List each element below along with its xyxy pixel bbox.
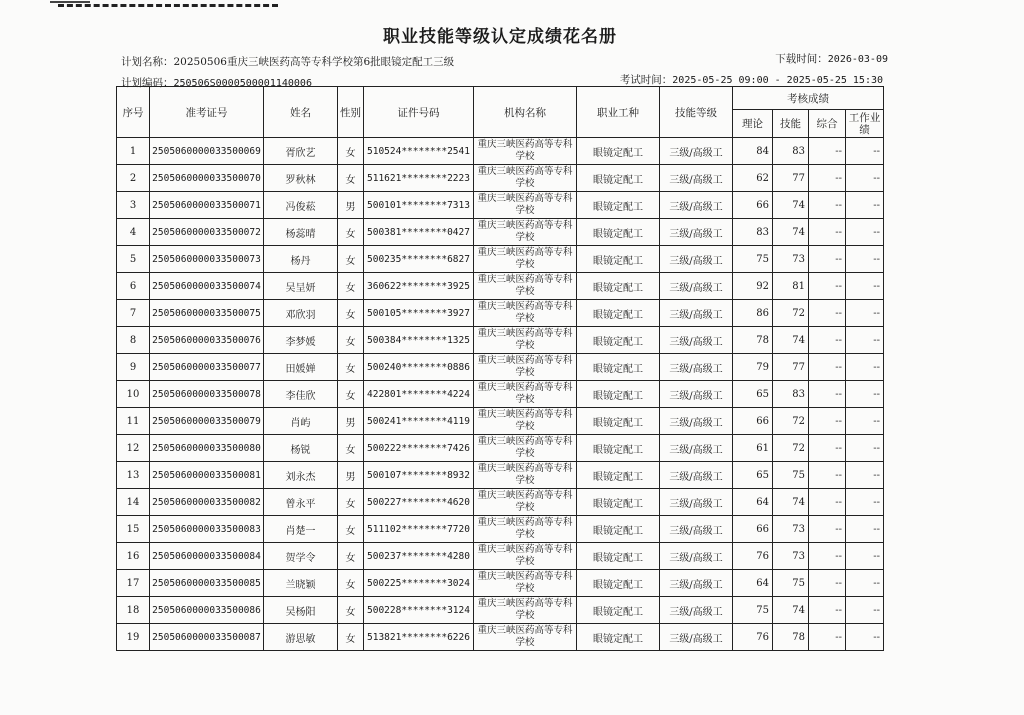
cell-skill: 75 bbox=[773, 570, 809, 597]
cell-gender: 女 bbox=[338, 138, 364, 165]
cell-theory: 84 bbox=[733, 138, 773, 165]
cell-id-no: 500384********1325 bbox=[364, 327, 474, 354]
cell-skill: 74 bbox=[773, 219, 809, 246]
cell-institution: 重庆三峡医药高等专科学校 bbox=[474, 165, 577, 192]
cell-overall: -- bbox=[809, 462, 846, 489]
cell-gender: 女 bbox=[338, 381, 364, 408]
cell-theory: 76 bbox=[733, 624, 773, 651]
cell-name: 李梦媛 bbox=[264, 327, 338, 354]
cell-theory: 64 bbox=[733, 570, 773, 597]
cell-skill: 72 bbox=[773, 300, 809, 327]
cell-name: 罗秋林 bbox=[264, 165, 338, 192]
cell-work: -- bbox=[846, 192, 884, 219]
cell-ticket: 2505060000033500070 bbox=[150, 165, 264, 192]
cell-institution: 重庆三峡医药高等专科学校 bbox=[474, 381, 577, 408]
cell-work: -- bbox=[846, 570, 884, 597]
cell-seq: 17 bbox=[117, 570, 150, 597]
cell-work: -- bbox=[846, 435, 884, 462]
cell-theory: 76 bbox=[733, 543, 773, 570]
table-row bbox=[117, 273, 884, 300]
cell-skill: 83 bbox=[773, 381, 809, 408]
download-time bbox=[775, 51, 888, 66]
header-seq: 序号 bbox=[117, 87, 150, 138]
cell-occupation: 眼镜定配工 bbox=[577, 219, 660, 246]
cell-skill: 77 bbox=[773, 354, 809, 381]
cell-ticket: 2505060000033500069 bbox=[150, 138, 264, 165]
cell-ticket: 2505060000033500078 bbox=[150, 381, 264, 408]
cell-gender: 男 bbox=[338, 408, 364, 435]
cell-occupation: 眼镜定配工 bbox=[577, 624, 660, 651]
cell-id-no: 511102********7720 bbox=[364, 516, 474, 543]
cell-ticket: 2505060000033500083 bbox=[150, 516, 264, 543]
cell-work: -- bbox=[846, 246, 884, 273]
cell-ticket: 2505060000033500074 bbox=[150, 273, 264, 300]
cell-occupation: 眼镜定配工 bbox=[577, 246, 660, 273]
cell-overall: -- bbox=[809, 138, 846, 165]
cell-id-no: 422801********4224 bbox=[364, 381, 474, 408]
table-row bbox=[117, 516, 884, 543]
cell-theory: 61 bbox=[733, 435, 773, 462]
cell-id-no: 500105********3927 bbox=[364, 300, 474, 327]
cell-gender: 女 bbox=[338, 327, 364, 354]
cell-seq: 10 bbox=[117, 381, 150, 408]
table-row bbox=[117, 624, 884, 651]
cell-seq: 6 bbox=[117, 273, 150, 300]
cell-ticket: 2505060000033500073 bbox=[150, 246, 264, 273]
cell-overall: -- bbox=[809, 246, 846, 273]
cell-id-no: 500381********0427 bbox=[364, 219, 474, 246]
cell-work: -- bbox=[846, 543, 884, 570]
cell-work: -- bbox=[846, 408, 884, 435]
cell-seq: 16 bbox=[117, 543, 150, 570]
plan-name bbox=[121, 54, 454, 69]
cell-seq: 12 bbox=[117, 435, 150, 462]
header-level: 技能等级 bbox=[660, 87, 733, 138]
cell-seq: 1 bbox=[117, 138, 150, 165]
cell-occupation: 眼镜定配工 bbox=[577, 570, 660, 597]
cell-id-no: 513821********6226 bbox=[364, 624, 474, 651]
cell-seq: 13 bbox=[117, 462, 150, 489]
table-row bbox=[117, 489, 884, 516]
cell-skill: 74 bbox=[773, 597, 809, 624]
cell-id-no: 500101********7313 bbox=[364, 192, 474, 219]
cell-gender: 女 bbox=[338, 570, 364, 597]
table-row bbox=[117, 192, 884, 219]
cell-occupation: 眼镜定配工 bbox=[577, 273, 660, 300]
cell-work: -- bbox=[846, 354, 884, 381]
document-title: 职业技能等级认定成绩花名册 bbox=[383, 27, 617, 47]
cell-name: 邓欣羽 bbox=[264, 300, 338, 327]
cell-name: 杨丹 bbox=[264, 246, 338, 273]
cell-work: -- bbox=[846, 381, 884, 408]
cell-skill: 73 bbox=[773, 543, 809, 570]
cell-ticket: 2505060000033500087 bbox=[150, 624, 264, 651]
cell-theory: 66 bbox=[733, 408, 773, 435]
cell-occupation: 眼镜定配工 bbox=[577, 165, 660, 192]
cell-level: 三级/高级工 bbox=[660, 138, 733, 165]
cell-id-no: 500237********4280 bbox=[364, 543, 474, 570]
cell-seq: 7 bbox=[117, 300, 150, 327]
cell-institution: 重庆三峡医药高等专科学校 bbox=[474, 597, 577, 624]
cell-theory: 75 bbox=[733, 246, 773, 273]
cell-seq: 2 bbox=[117, 165, 150, 192]
cell-institution: 重庆三峡医药高等专科学校 bbox=[474, 516, 577, 543]
cell-level: 三级/高级工 bbox=[660, 543, 733, 570]
cell-name: 兰晓颖 bbox=[264, 570, 338, 597]
header-ticket: 准考证号 bbox=[150, 87, 264, 138]
cell-skill: 77 bbox=[773, 165, 809, 192]
cell-occupation: 眼镜定配工 bbox=[577, 597, 660, 624]
cell-ticket: 2505060000033500075 bbox=[150, 300, 264, 327]
cell-occupation: 眼镜定配工 bbox=[577, 462, 660, 489]
cell-overall: -- bbox=[809, 273, 846, 300]
cell-theory: 62 bbox=[733, 165, 773, 192]
cell-work: -- bbox=[846, 516, 884, 543]
cell-institution: 重庆三峡医药高等专科学校 bbox=[474, 327, 577, 354]
cell-seq: 5 bbox=[117, 246, 150, 273]
cell-level: 三级/高级工 bbox=[660, 462, 733, 489]
cell-overall: -- bbox=[809, 219, 846, 246]
cell-id-no: 510524********2541 bbox=[364, 138, 474, 165]
table-row bbox=[117, 138, 884, 165]
cell-gender: 女 bbox=[338, 300, 364, 327]
cell-level: 三级/高级工 bbox=[660, 246, 733, 273]
cell-occupation: 眼镜定配工 bbox=[577, 381, 660, 408]
cell-institution: 重庆三峡医药高等专科学校 bbox=[474, 138, 577, 165]
cell-gender: 女 bbox=[338, 273, 364, 300]
cell-overall: -- bbox=[809, 408, 846, 435]
cell-gender: 女 bbox=[338, 246, 364, 273]
cell-level: 三级/高级工 bbox=[660, 273, 733, 300]
cell-gender: 女 bbox=[338, 597, 364, 624]
plan-name-value: 20250506重庆三峡医药高等专科学校第6批眼镜定配工三级 bbox=[173, 56, 455, 68]
cell-work: -- bbox=[846, 219, 884, 246]
cell-seq: 8 bbox=[117, 327, 150, 354]
cell-institution: 重庆三峡医药高等专科学校 bbox=[474, 462, 577, 489]
table-row bbox=[117, 354, 884, 381]
cell-ticket: 2505060000033500086 bbox=[150, 597, 264, 624]
cell-overall: -- bbox=[809, 165, 846, 192]
cell-id-no: 500225********3024 bbox=[364, 570, 474, 597]
header-overall: 综合 bbox=[809, 110, 846, 138]
cell-occupation: 眼镜定配工 bbox=[577, 300, 660, 327]
cell-gender: 女 bbox=[338, 624, 364, 651]
cell-seq: 9 bbox=[117, 354, 150, 381]
score-roster-table bbox=[116, 86, 884, 651]
cell-level: 三级/高级工 bbox=[660, 354, 733, 381]
cell-overall: -- bbox=[809, 543, 846, 570]
cell-institution: 重庆三峡医药高等专科学校 bbox=[474, 219, 577, 246]
cell-ticket: 2505060000033500084 bbox=[150, 543, 264, 570]
cell-overall: -- bbox=[809, 624, 846, 651]
cell-work: -- bbox=[846, 138, 884, 165]
table-row bbox=[117, 246, 884, 273]
cell-name: 吴杨阳 bbox=[264, 597, 338, 624]
cell-level: 三级/高级工 bbox=[660, 435, 733, 462]
cell-overall: -- bbox=[809, 192, 846, 219]
cell-level: 三级/高级工 bbox=[660, 489, 733, 516]
header-id-no: 证件号码 bbox=[364, 87, 474, 138]
cell-name: 曾永平 bbox=[264, 489, 338, 516]
header-theory: 理论 bbox=[733, 110, 773, 138]
cell-overall: -- bbox=[809, 435, 846, 462]
table-row bbox=[117, 543, 884, 570]
cell-id-no: 500240********0886 bbox=[364, 354, 474, 381]
cell-gender: 女 bbox=[338, 435, 364, 462]
cell-name: 贺学令 bbox=[264, 543, 338, 570]
cell-skill: 74 bbox=[773, 327, 809, 354]
cell-id-no: 500235********6827 bbox=[364, 246, 474, 273]
cell-theory: 65 bbox=[733, 381, 773, 408]
cell-occupation: 眼镜定配工 bbox=[577, 516, 660, 543]
cell-name: 冯俊菘 bbox=[264, 192, 338, 219]
cell-work: -- bbox=[846, 624, 884, 651]
cell-gender: 女 bbox=[338, 489, 364, 516]
cell-gender: 女 bbox=[338, 354, 364, 381]
cell-skill: 74 bbox=[773, 192, 809, 219]
header-scores: 考核成绩 bbox=[733, 87, 884, 110]
header-name: 姓名 bbox=[264, 87, 338, 138]
header-gender: 性别 bbox=[338, 87, 364, 138]
cell-institution: 重庆三峡医药高等专科学校 bbox=[474, 300, 577, 327]
cell-theory: 86 bbox=[733, 300, 773, 327]
cell-overall: -- bbox=[809, 516, 846, 543]
cell-level: 三级/高级工 bbox=[660, 408, 733, 435]
cell-name: 吴呈妍 bbox=[264, 273, 338, 300]
cell-id-no: 511621********2223 bbox=[364, 165, 474, 192]
cell-ticket: 2505060000033500081 bbox=[150, 462, 264, 489]
table-row bbox=[117, 219, 884, 246]
cell-theory: 78 bbox=[733, 327, 773, 354]
cell-occupation: 眼镜定配工 bbox=[577, 192, 660, 219]
table-row bbox=[117, 327, 884, 354]
cell-skill: 83 bbox=[773, 138, 809, 165]
table-row bbox=[117, 435, 884, 462]
cell-id-no: 500241********4119 bbox=[364, 408, 474, 435]
cell-name: 胥欣艺 bbox=[264, 138, 338, 165]
cell-level: 三级/高级工 bbox=[660, 516, 733, 543]
cell-seq: 11 bbox=[117, 408, 150, 435]
cell-occupation: 眼镜定配工 bbox=[577, 354, 660, 381]
download-time-value: 2026-03-09 bbox=[827, 54, 888, 65]
cell-level: 三级/高级工 bbox=[660, 624, 733, 651]
cell-theory: 66 bbox=[733, 516, 773, 543]
cell-seq: 18 bbox=[117, 597, 150, 624]
header-institution: 机构名称 bbox=[474, 87, 577, 138]
cell-work: -- bbox=[846, 597, 884, 624]
cell-ticket: 2505060000033500072 bbox=[150, 219, 264, 246]
cell-id-no: 500222********7426 bbox=[364, 435, 474, 462]
exam-time-value: 2025-05-25 09:00 - 2025-05-25 15:30 bbox=[672, 75, 883, 86]
cell-theory: 65 bbox=[733, 462, 773, 489]
cell-institution: 重庆三峡医药高等专科学校 bbox=[474, 435, 577, 462]
cell-skill: 75 bbox=[773, 462, 809, 489]
table-row bbox=[117, 570, 884, 597]
table-row bbox=[117, 381, 884, 408]
plan-code-label: 计划编码： bbox=[121, 77, 174, 89]
cell-overall: -- bbox=[809, 381, 846, 408]
cell-institution: 重庆三峡医药高等专科学校 bbox=[474, 624, 577, 651]
table-row bbox=[117, 462, 884, 489]
cell-institution: 重庆三峡医药高等专科学校 bbox=[474, 354, 577, 381]
cell-level: 三级/高级工 bbox=[660, 300, 733, 327]
cell-institution: 重庆三峡医药高等专科学校 bbox=[474, 543, 577, 570]
cell-level: 三级/高级工 bbox=[660, 165, 733, 192]
cell-name: 杨蕊晴 bbox=[264, 219, 338, 246]
download-time-label: 下载时间： bbox=[775, 53, 828, 65]
cell-gender: 女 bbox=[338, 543, 364, 570]
cell-ticket: 2505060000033500079 bbox=[150, 408, 264, 435]
roster-body bbox=[117, 138, 884, 651]
cell-ticket: 2505060000033500085 bbox=[150, 570, 264, 597]
cell-skill: 73 bbox=[773, 516, 809, 543]
cell-institution: 重庆三峡医药高等专科学校 bbox=[474, 192, 577, 219]
cell-theory: 79 bbox=[733, 354, 773, 381]
cell-level: 三级/高级工 bbox=[660, 597, 733, 624]
cell-seq: 15 bbox=[117, 516, 150, 543]
header-skill: 技能 bbox=[773, 110, 809, 138]
cell-name: 肖楚一 bbox=[264, 516, 338, 543]
header-occupation: 职业工种 bbox=[577, 87, 660, 138]
cell-institution: 重庆三峡医药高等专科学校 bbox=[474, 570, 577, 597]
cell-ticket: 2505060000033500071 bbox=[150, 192, 264, 219]
table-row bbox=[117, 408, 884, 435]
cell-gender: 女 bbox=[338, 219, 364, 246]
cell-occupation: 眼镜定配工 bbox=[577, 138, 660, 165]
cell-theory: 83 bbox=[733, 219, 773, 246]
cell-id-no: 500227********4620 bbox=[364, 489, 474, 516]
cell-level: 三级/高级工 bbox=[660, 219, 733, 246]
cell-ticket: 2505060000033500077 bbox=[150, 354, 264, 381]
cell-seq: 14 bbox=[117, 489, 150, 516]
exam-time bbox=[620, 72, 883, 87]
cell-skill: 78 bbox=[773, 624, 809, 651]
table-row bbox=[117, 300, 884, 327]
cell-institution: 重庆三峡医药高等专科学校 bbox=[474, 489, 577, 516]
cell-ticket: 2505060000033500076 bbox=[150, 327, 264, 354]
cell-work: -- bbox=[846, 300, 884, 327]
cell-skill: 73 bbox=[773, 246, 809, 273]
cell-work: -- bbox=[846, 273, 884, 300]
plan-code-value: 250506S0000500001140006 bbox=[173, 78, 312, 89]
cell-name: 杨锐 bbox=[264, 435, 338, 462]
cell-seq: 19 bbox=[117, 624, 150, 651]
cell-work: -- bbox=[846, 327, 884, 354]
cell-overall: -- bbox=[809, 570, 846, 597]
scan-dash-mark bbox=[58, 4, 278, 7]
table-row bbox=[117, 597, 884, 624]
cell-occupation: 眼镜定配工 bbox=[577, 327, 660, 354]
scan-edge-mark bbox=[50, 1, 90, 3]
cell-name: 肖屿 bbox=[264, 408, 338, 435]
cell-skill: 72 bbox=[773, 408, 809, 435]
cell-name: 游思敏 bbox=[264, 624, 338, 651]
cell-overall: -- bbox=[809, 597, 846, 624]
cell-theory: 64 bbox=[733, 489, 773, 516]
cell-theory: 75 bbox=[733, 597, 773, 624]
plan-name-label: 计划名称： bbox=[121, 56, 174, 68]
cell-overall: -- bbox=[809, 300, 846, 327]
cell-skill: 74 bbox=[773, 489, 809, 516]
cell-name: 李佳欣 bbox=[264, 381, 338, 408]
cell-institution: 重庆三峡医药高等专科学校 bbox=[474, 408, 577, 435]
cell-gender: 女 bbox=[338, 516, 364, 543]
cell-seq: 4 bbox=[117, 219, 150, 246]
cell-occupation: 眼镜定配工 bbox=[577, 435, 660, 462]
cell-theory: 66 bbox=[733, 192, 773, 219]
cell-work: -- bbox=[846, 489, 884, 516]
cell-work: -- bbox=[846, 165, 884, 192]
cell-gender: 男 bbox=[338, 192, 364, 219]
cell-level: 三级/高级工 bbox=[660, 327, 733, 354]
cell-skill: 72 bbox=[773, 435, 809, 462]
cell-level: 三级/高级工 bbox=[660, 570, 733, 597]
cell-overall: -- bbox=[809, 327, 846, 354]
cell-level: 三级/高级工 bbox=[660, 192, 733, 219]
cell-skill: 81 bbox=[773, 273, 809, 300]
cell-occupation: 眼镜定配工 bbox=[577, 543, 660, 570]
cell-id-no: 360622********3925 bbox=[364, 273, 474, 300]
cell-id-no: 500107********8932 bbox=[364, 462, 474, 489]
cell-work: -- bbox=[846, 462, 884, 489]
cell-gender: 女 bbox=[338, 165, 364, 192]
cell-institution: 重庆三峡医药高等专科学校 bbox=[474, 273, 577, 300]
cell-ticket: 2505060000033500082 bbox=[150, 489, 264, 516]
cell-occupation: 眼镜定配工 bbox=[577, 408, 660, 435]
cell-gender: 男 bbox=[338, 462, 364, 489]
cell-overall: -- bbox=[809, 354, 846, 381]
header-work: 工作业绩 bbox=[846, 110, 884, 138]
cell-institution: 重庆三峡医药高等专科学校 bbox=[474, 246, 577, 273]
cell-id-no: 500228********3124 bbox=[364, 597, 474, 624]
cell-seq: 3 bbox=[117, 192, 150, 219]
cell-occupation: 眼镜定配工 bbox=[577, 489, 660, 516]
cell-level: 三级/高级工 bbox=[660, 381, 733, 408]
cell-name: 刘永杰 bbox=[264, 462, 338, 489]
cell-ticket: 2505060000033500080 bbox=[150, 435, 264, 462]
cell-theory: 92 bbox=[733, 273, 773, 300]
table-row bbox=[117, 165, 884, 192]
cell-name: 田媛婵 bbox=[264, 354, 338, 381]
exam-time-label: 考试时间： bbox=[619, 74, 673, 86]
cell-overall: -- bbox=[809, 489, 846, 516]
